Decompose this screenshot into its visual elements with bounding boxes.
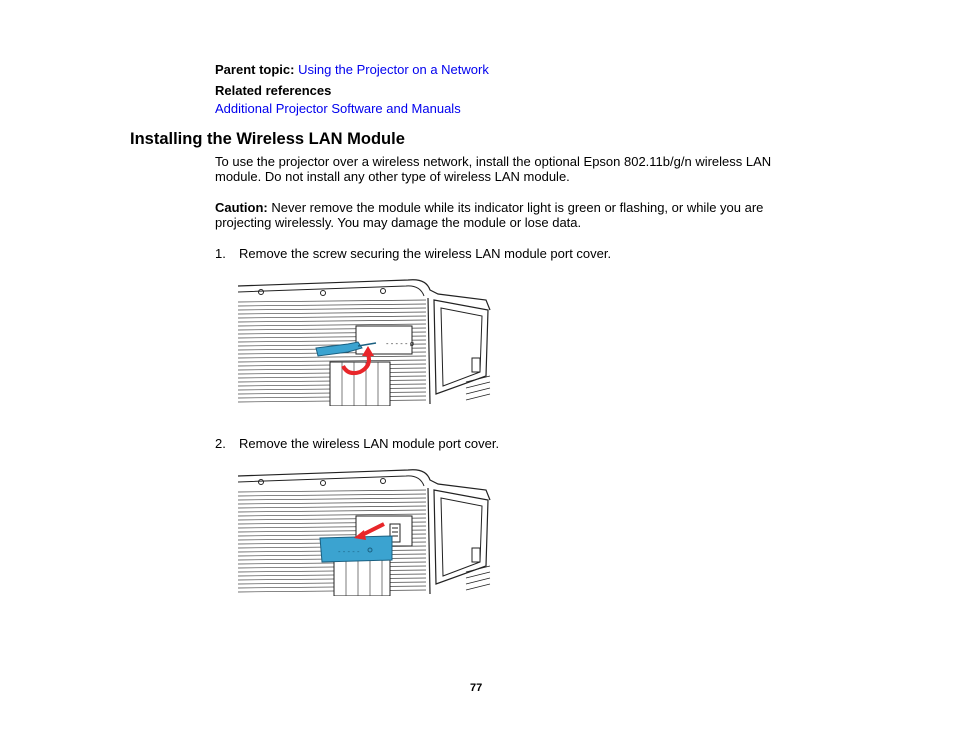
related-reference-link[interactable]: Additional Projector Software and Manuals <box>215 101 461 116</box>
parent-topic-link[interactable]: Using the Projector on a Network <box>298 62 489 77</box>
page-number: 77 <box>470 682 483 694</box>
caution-paragraph <box>215 200 795 230</box>
intro-paragraph <box>215 154 795 184</box>
step-2-number: 2. <box>215 436 226 451</box>
intro-line-2: module. Do not install any other type of wireless LAN module. <box>215 169 570 184</box>
intro-line-1: To use the projector over a wireless network, install the optional Epson 802.11b/g/n wireless LAN <box>215 154 772 169</box>
svg-text:- - - - - ø: - - - - - ø <box>386 340 415 348</box>
step-1 <box>215 246 226 261</box>
parent-topic-label: Parent topic: <box>215 62 295 77</box>
step-2-text: Remove the wireless LAN module port cover. <box>239 436 500 451</box>
related-references-label: Related references <box>215 83 332 98</box>
caution-line-1: Never remove the module while its indicator light is green or flashing, or while you are <box>271 200 764 215</box>
svg-text:- - - - -: - - - - - <box>338 548 360 556</box>
step-1-number: 1. <box>215 246 226 261</box>
step-1-text: Remove the screw securing the wireless LAN module port cover. <box>239 246 612 261</box>
caution-line-2: projecting wirelessly. You may damage the module or lose data. <box>215 215 582 230</box>
caution-label: Caution: <box>215 200 268 215</box>
figure-remove-cover <box>238 466 494 596</box>
parent-topic-line <box>215 62 489 77</box>
section-title: Installing the Wireless LAN Module <box>130 130 405 148</box>
figure-remove-screw <box>238 276 494 406</box>
step-2 <box>215 436 226 451</box>
